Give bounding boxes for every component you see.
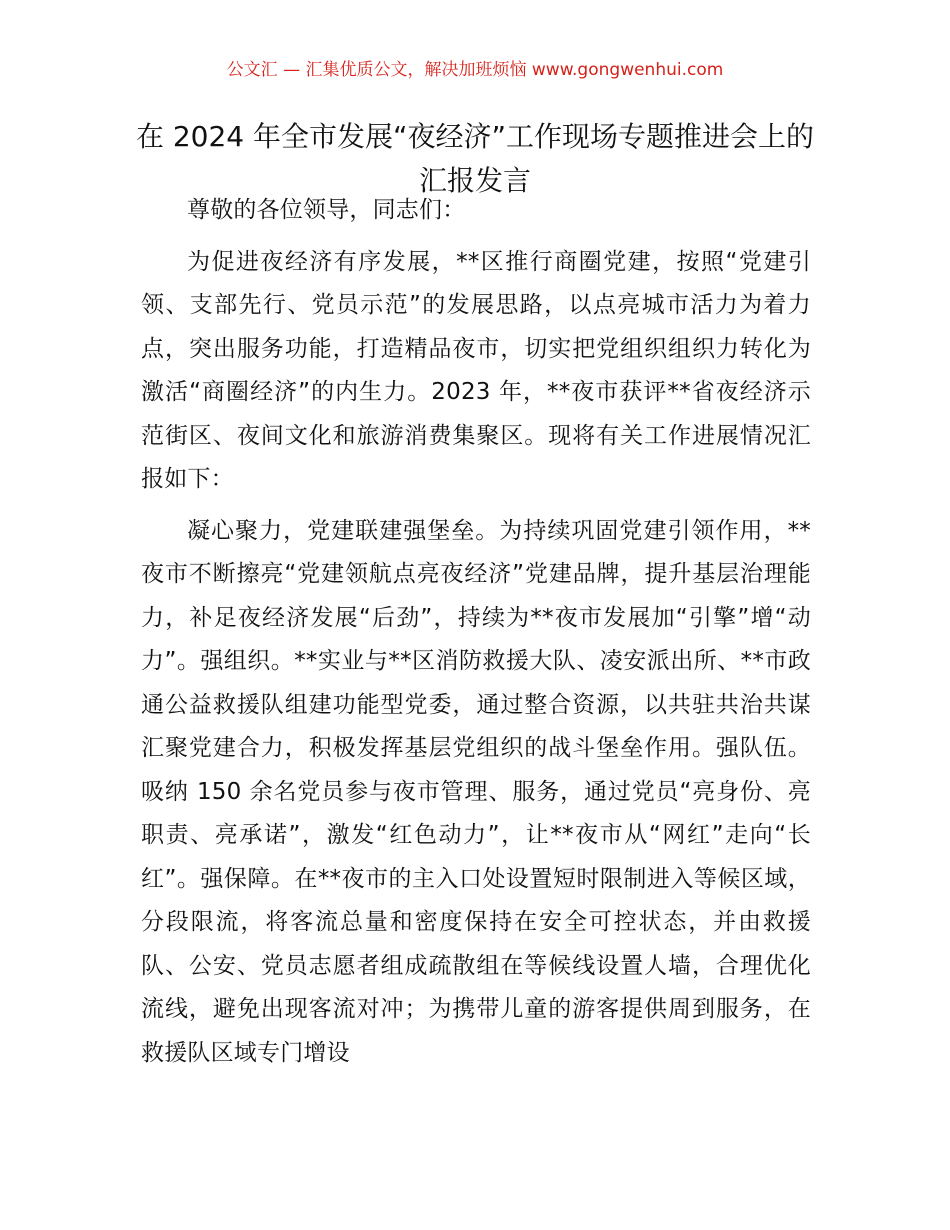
paragraph-party-building: 凝心聚力，党建联建强堡垒。为持续巩固党建引领作用，**夜市不断擦亮“党建领航点亮夜经济”党建品牌，提升基层治理能力，补足夜经济发展“后劲”，持续为**夜市发展加“引擎”增“动力”。强组织。**实业与**区消防救援大队、凌安派出所、**市政通公益救援队组建功能型党委，通过整合资源，以共驻共治共谋汇聚党建合力，积极发挥基层党组织的战斗堡垒作用。强队伍。吸纳 150 余名党员参与夜市管理、服务，通过党员“亮身份、亮职责、亮承诺”，激发“红色动力”，让**夜市从“网红”走向“长红”。强保障。在**夜市的主入口处设置短时限制进入等候区域，分段限流，将客流总量和密度保持在安全可控状态，并由救援队、公安、党员志愿者组成疏散组在等候线设置人墙，合理优化流线，避免出现客流对冲；为携带儿童的游客提供周到服务，在救援队区域专门增设	[141, 517, 811, 1066]
header-banner[interactable]: 公文汇 — 汇集优质公文，解决加班烦恼 www.gongwenhui.com	[226, 60, 724, 80]
document-title: 在 2024 年全市发展“夜经济”工作现场专题推进会上的汇报发言	[135, 120, 815, 197]
paragraph-intro: 为促进夜经济有序发展，**区推行商圈党建，按照“党建引领、支部先行、党员示范”的发展思路，以点亮城市活力为着力点，突出服务功能，打造精品夜市，切实把党组织组织力转化为激活“商圈经济”的内生力。2023 年，**夜市获评**省夜经济示范街区、夜间文化和旅游消费集聚区。现将有关工作进展情况汇报如下：	[141, 248, 811, 492]
document-body	[141, 189, 811, 1083]
salutation: 尊敬的各位领导，同志们：	[187, 197, 466, 223]
